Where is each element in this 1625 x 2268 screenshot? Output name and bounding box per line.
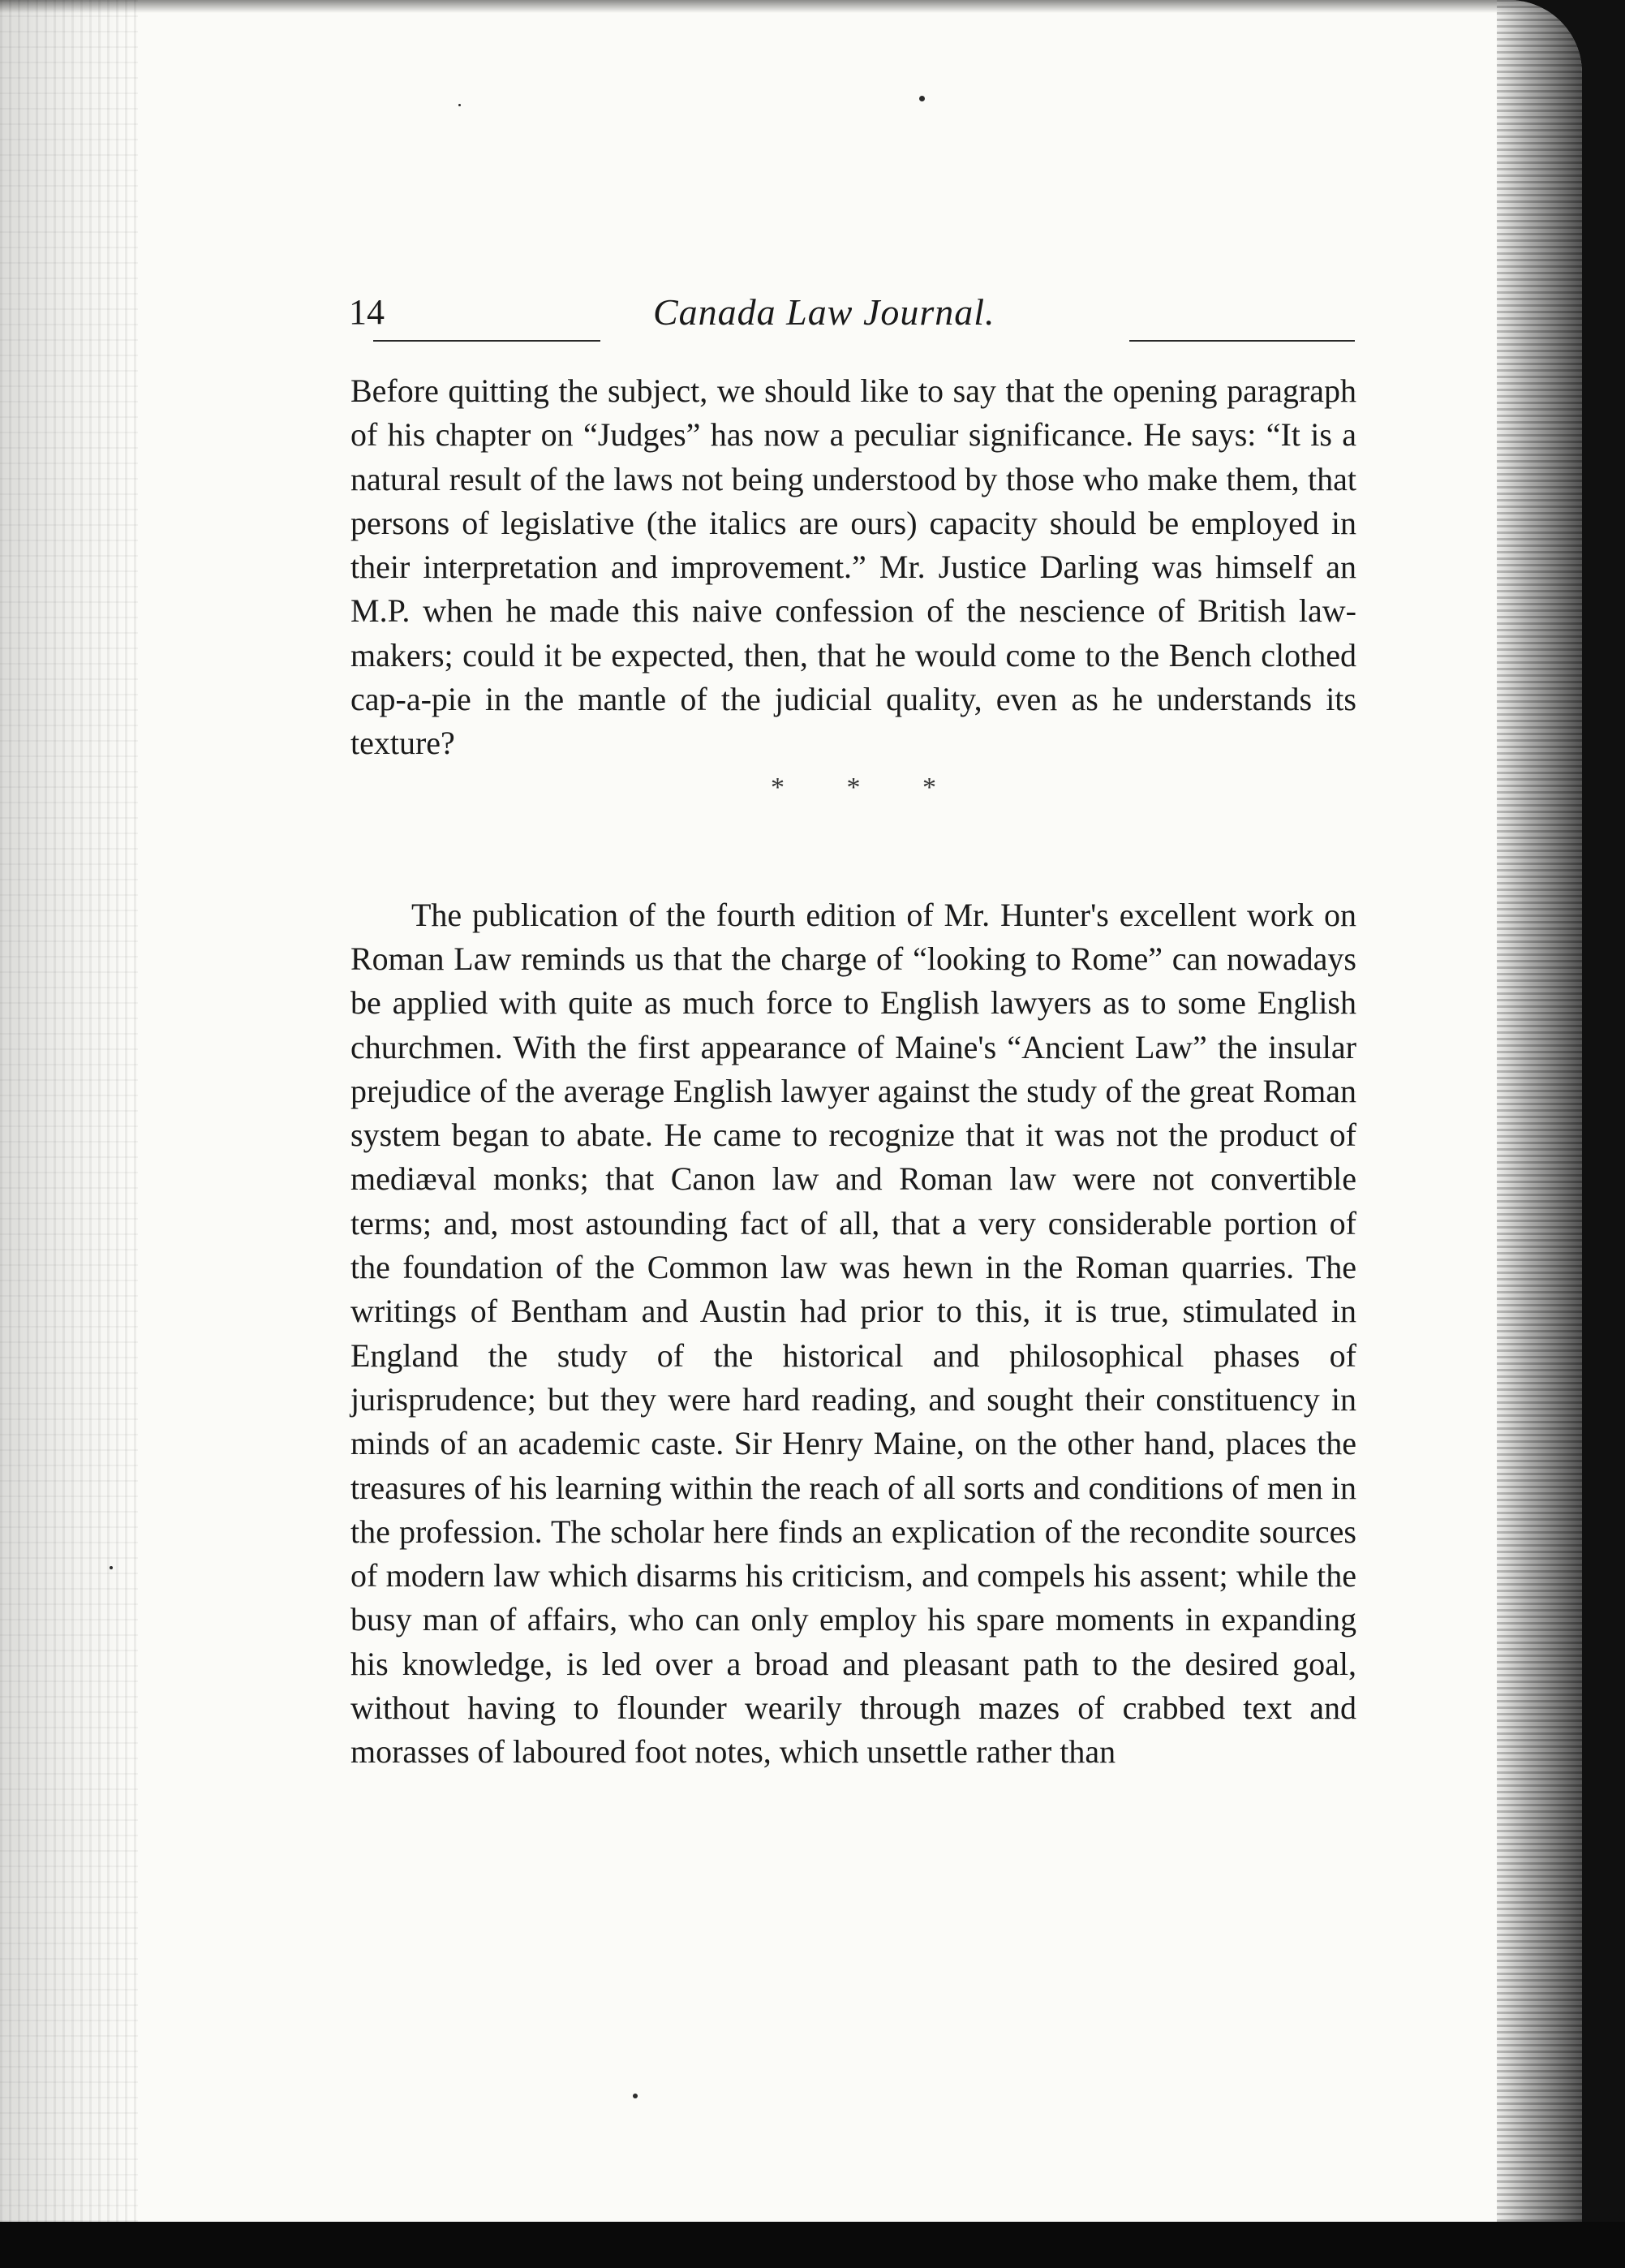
header-rule-left (373, 340, 600, 342)
section-separator: * * * (771, 772, 964, 803)
page-number: 14 (349, 292, 385, 332)
binding-margin (0, 0, 138, 2222)
article-body (350, 369, 1356, 1775)
top-scan-edge (0, 0, 1582, 13)
speck-mark (458, 104, 461, 106)
speck-mark (633, 2094, 638, 2098)
speck-mark (110, 1566, 113, 1569)
paragraph: The publication of the fourth edition of Mr. Hunter's excellent work on Roman Law reminds us that the charge of “looking to Rome” can nowadays be applied with quite as much force to English lawyers as to some English churchmen. With the first appearance of Maine's “Ancient Law” the insular prejudice of the average English lawyer against the study of the great Roman system began to abate. He came to recognize that it was not the product of mediæval monks; that Canon law and Roman law were not convertible terms; and, most astounding fact of all, that a very considerable portion of the foundation of the Common law was hewn in the Roman quarries. The writings of Bentham and Austin had prior to this, it is true, stimulated in England the study of the historical and philosophical phases of jurisprudence; but they were hard reading, and sought their constituency in minds of an academic caste. Sir Henry Maine, on the other hand, places the treasures of his learning within the reach of all sorts and conditions of men in the profession. The scholar here finds an explication of the recondite sources of modern law which disarms his criticism, and compels his assent; while the busy man of affairs, who can only employ his spare moments in expanding his knowledge, is led over a broad and pleasant path to the desired goal, without having to flounder wearily through mazes of crabbed text and morasses of laboured foot notes, which unsettle rather than (350, 896, 1356, 1771)
bottom-scan-edge (0, 2222, 1625, 2268)
header-rule-right (1129, 340, 1355, 342)
paragraph: Before quitting the subject, we should like to say that the opening paragraph of his chapter on “Judges” has now a peculiar significance. He says: “It is a natural result of the laws not being understood by those who make them, that persons of legislative (the italics are ours) capacity should be employed in their interpretation and improvement.” Mr. Justice Darling was himself an M.P. when he made this naive confession of the nescience of British law-makers; could it be expected, then, that he would come to the Bench clothed cap-a-pie in the mantle of the judicial quality, even as he understands its texture? (350, 372, 1356, 762)
running-head: Canada Law Journal. (653, 291, 995, 333)
speck-mark (919, 96, 925, 101)
page-edge-shadow (1497, 0, 1582, 2222)
page-header (349, 288, 1355, 340)
binding-shadow (0, 0, 138, 2222)
